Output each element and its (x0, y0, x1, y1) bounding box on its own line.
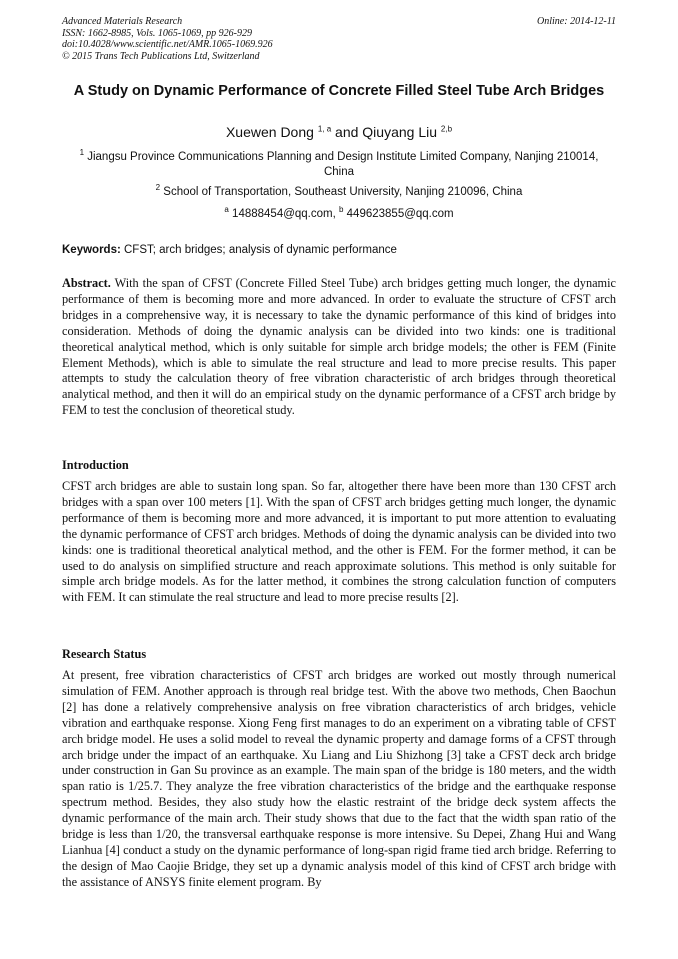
author-1-superscript: 1, a (317, 124, 332, 134)
email-b-marker: b (339, 205, 344, 215)
keywords-text: CFST; arch bridges; analysis of dynamic performance (124, 244, 397, 256)
email-line (70, 207, 608, 222)
issn-line: ISSN: 1662-8985, Vols. 1065-1069, pp 926-929 (62, 27, 252, 39)
copyright-line: © 2015 Trans Tech Publications Ltd, Switzerland (62, 50, 260, 62)
journal-header (62, 16, 616, 62)
keywords-label: Keywords: (62, 244, 121, 256)
abstract-label: Abstract. (62, 276, 111, 290)
doi-line: doi:10.4028/www.scientific.net/AMR.1065-1069.926 (62, 39, 273, 50)
affiliation-2-text: School of Transportation, Southeast University, Nanjing 210096, China (163, 186, 523, 198)
affiliation-2 (70, 185, 608, 200)
author-2-name: Qiuyang Liu (362, 124, 438, 140)
author-conjunction: and (335, 124, 359, 140)
abstract-paragraph (62, 276, 616, 419)
author-2-superscript: 2,b (440, 124, 453, 134)
keywords-line (62, 243, 616, 258)
paper-title: A Study on Dynamic Performance of Concrete Filled Steel Tube Arch Bridges (73, 83, 605, 99)
email-a-marker: a (224, 205, 229, 215)
journal-name: Advanced Materials Research (62, 16, 183, 27)
affiliation-1-text: Jiangsu Province Communications Planning and Design Institute Limited Company, Nanjing 210014, China (87, 151, 599, 178)
author-1-name: Xuewen Dong (225, 124, 314, 140)
abstract-text: With the span of CFST (Concrete Filled Steel Tube) arch bridges getting much longer, the dynamic performance of them is becoming more and more advanced. In order to evaluate the structure of CFST arch bridges in a comprehensive way, it is necessary to take the dynamic performance of this kind of bridges into consideration. Methods of doing the dynamic analysis can be divided into two kinds: one is traditional theoretical analytical method, which is only suitable for simple arch bridge models; the other is FEM (Finite Element Methods), which is able to simulate the real structure and lead to more precise results. This paper attempts to study the calculation theory of free vibration characteristic of arch bridges through theoretical analytical method, and then it will do an empirical study on the dynamic performance of a CFST arch bridge by FEM to test the conclusion of theoretical study. (62, 276, 616, 418)
email-a: 14888454@qq.com, (232, 208, 336, 220)
affiliation-2-number: 2 (155, 183, 161, 193)
introduction-paragraph: CFST arch bridges are able to sustain long span. So far, altogether there have been more than 130 CFST arch bridges with a span over 100 meters [1]. With the span of CFST arch bridges getting much longer, the dynamic performance of them is becoming more and more advanced, it is important to put more attention to evaluating the dynamic performance of CFST arch bridges. Methods of doing the dynamic analysis can be divided into two kinds: one is traditional theoretical analytical method, and the other is FEM. For the former method, it can be used to do analysis on simplified structure and reach approximate solutions. This method is only suitable for simple arch bridge models. As for the latter method, it combines the strong calculation function of computers with FEM. It can stimulate the real structure and lead to more precise results [2]. (62, 479, 616, 605)
online-date: Online: 2014-12-11 (537, 16, 616, 27)
author-line (62, 123, 616, 141)
research-status-paragraph: At present, free vibration characteristics of CFST arch bridges are worked out mostly through numerical simulation of FEM. Another approach is through real bridge test. With the above two methods, Chen Baochun [2] has done a relatively comprehensive analysis on free vibration characteristics of arch bridges, vehicle vibration and earthquake response. Xiong Feng first manages to do an experiment on a vibrating table of CFST arch bridge model. He uses a solid model to reveal the dynamic property and damage forms of a CFST through arch bridge under the impact of an earthquake. Xu Liang and Liu Shizhong [3] take a CFST deck arch bridge under construction in Gan Su province as an example. The main span of the bridge is 180 meters, and the width span ratio is 1/25.7. They analyze the free vibration characteristics of the bridge and the earthquake response spectrum method. Besides, they also study how the elastic restraint of the bridge deck system affects the dynamic performance of the main arch. Their study shows that due to the fact that the width span ratio of the bridge is less than 1/20, the transversal earthquake response is more intensive. Su Depei, Zhang Hui and Wang Lianhua [4] conduct a study on the dynamic performance of long-span rigid frame tied arch bridge. Referring to the design of Mao Caojie Bridge, they set up a dynamic analysis model of this kind of CFST arch bridge with the assistance of ANSYS finite element program. By (62, 668, 616, 889)
affiliation-1-number: 1 (79, 148, 85, 158)
affiliation-1 (70, 150, 608, 180)
introduction-heading: Introduction (62, 458, 129, 472)
email-b: 449623855@qq.com (346, 208, 454, 220)
research-status-heading: Research Status (62, 647, 147, 661)
